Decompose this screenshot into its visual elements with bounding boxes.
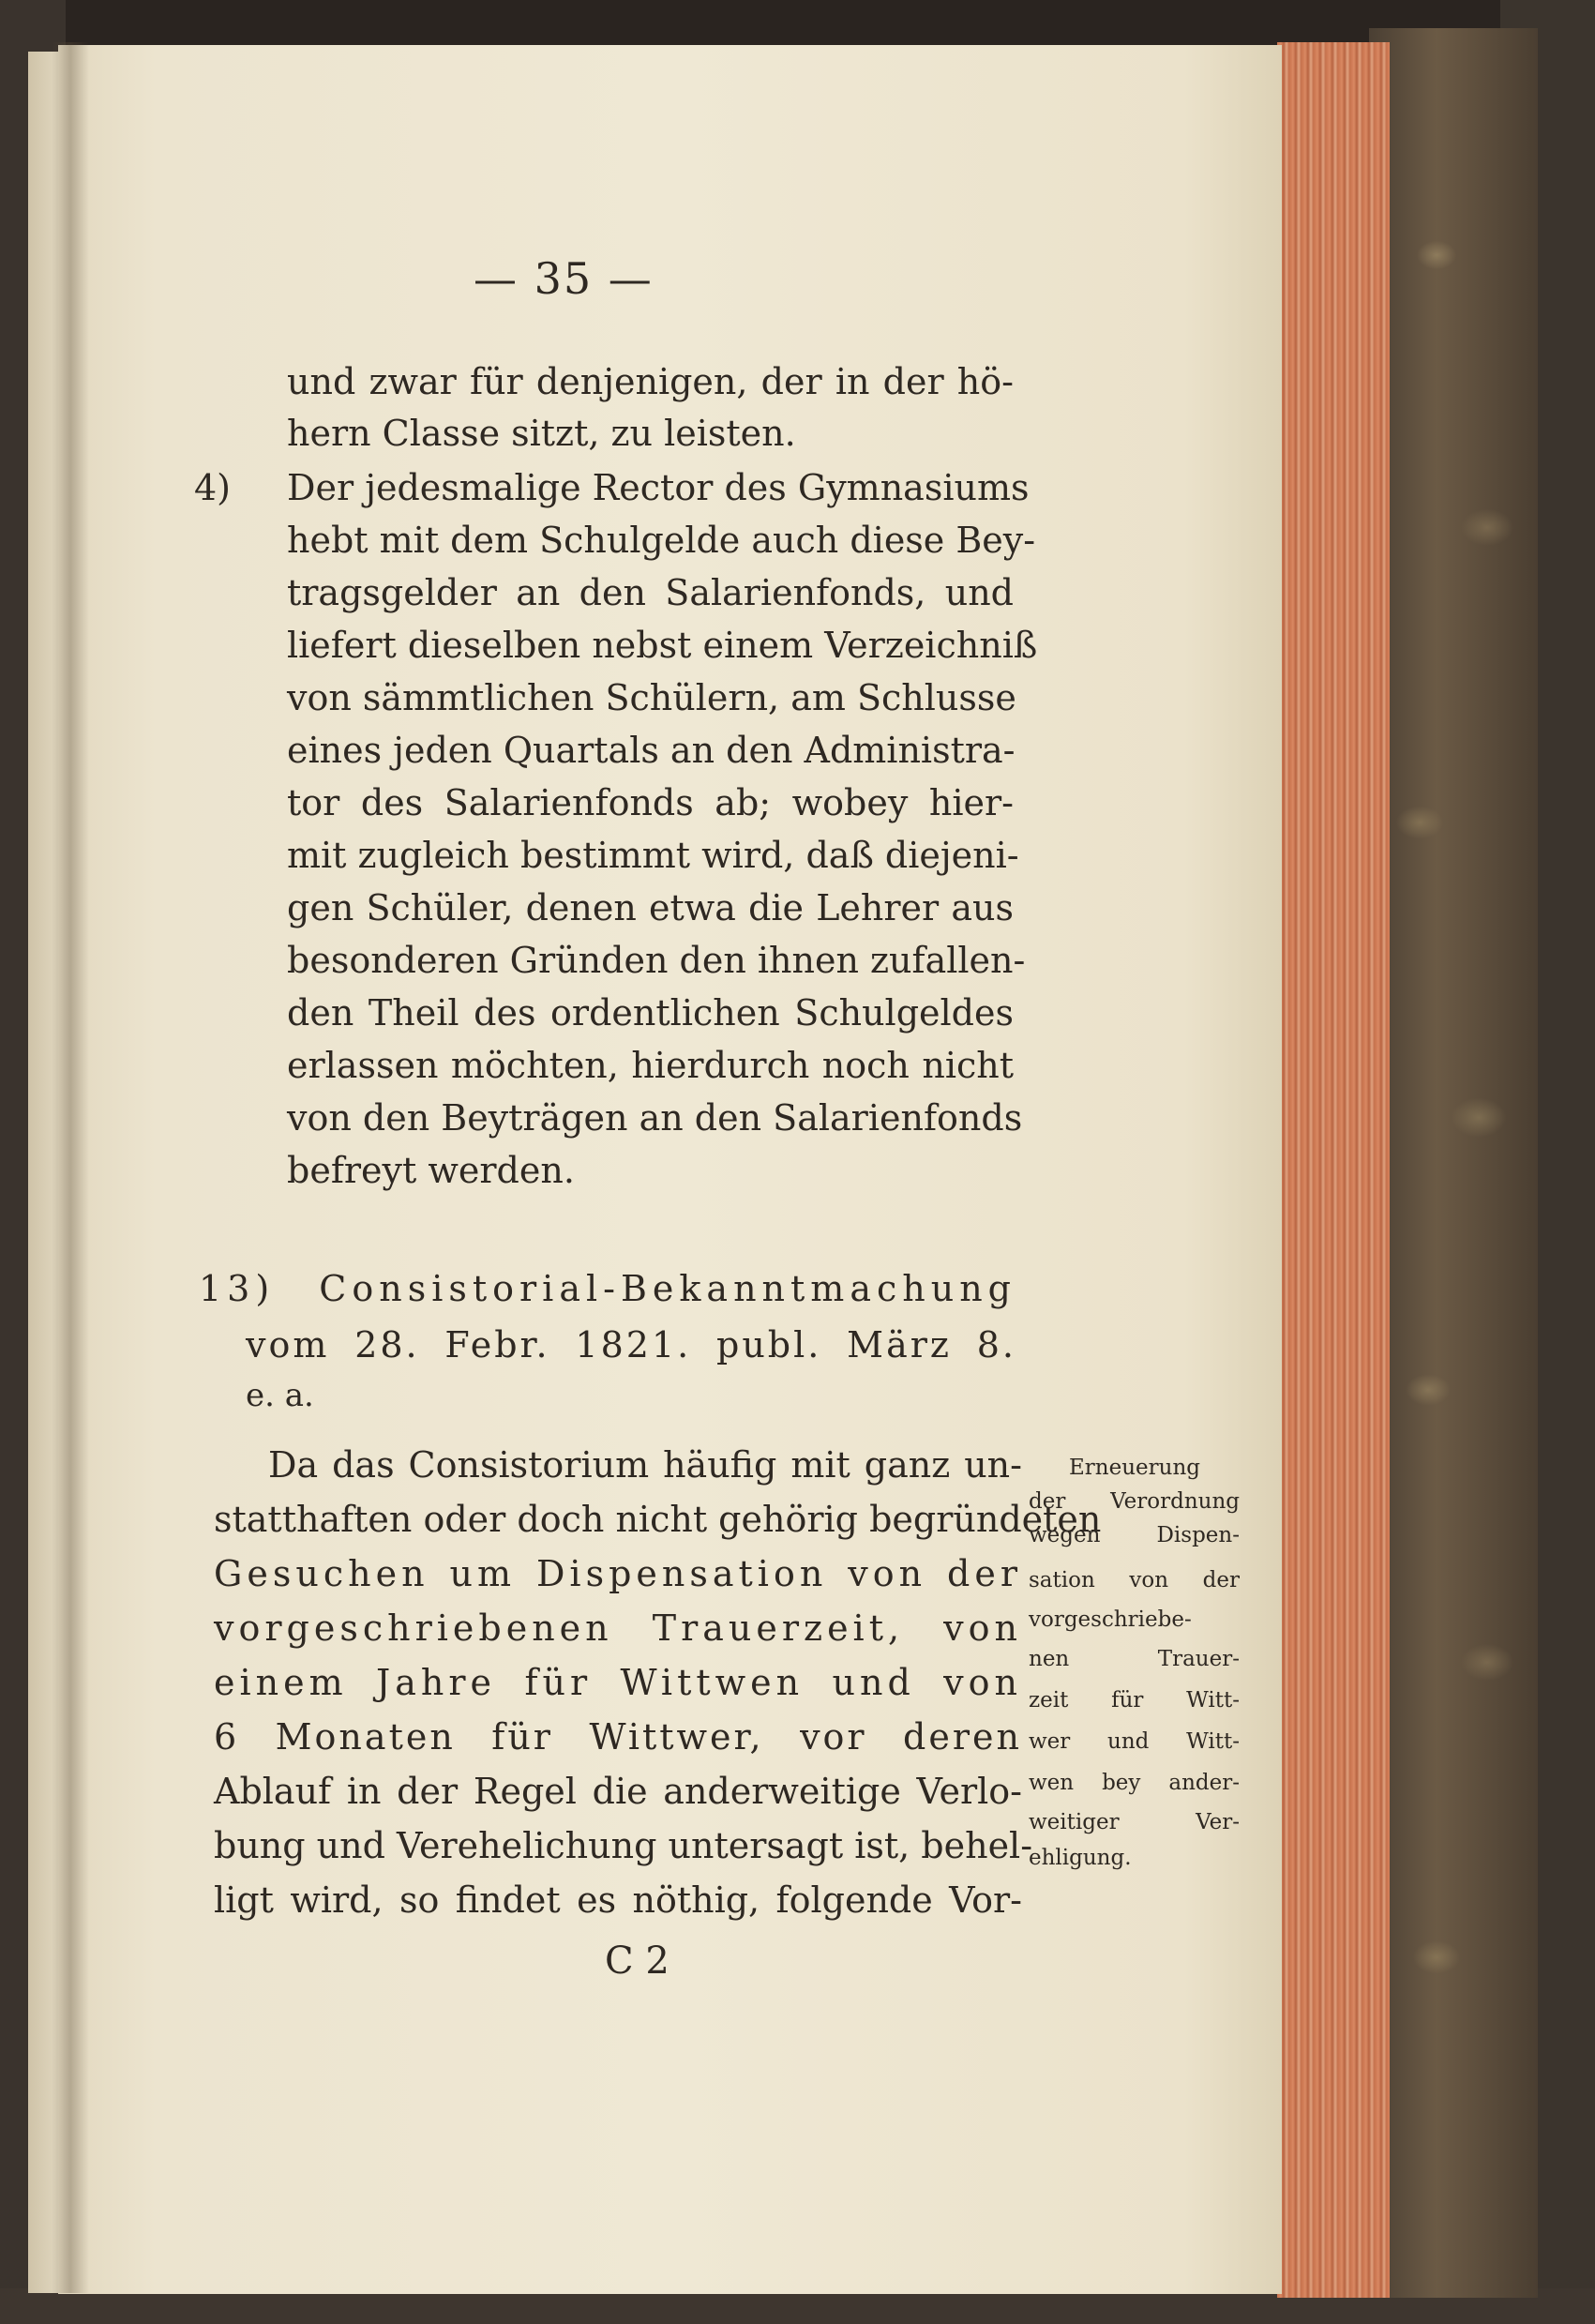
margin-note-line: wen bey ander- (1029, 1771, 1240, 1795)
text-line: Gesuchen um Dispensation von der (214, 1553, 1022, 1594)
text-line: Der jedesmalige Rector des Gymnasiums (287, 467, 1030, 508)
text-line: hern Classe sitzt, zu leisten. (287, 413, 796, 454)
margin-note-line: vorgeschriebe- (1029, 1607, 1192, 1632)
margin-note-line: wer und Witt- (1029, 1729, 1240, 1754)
text-line: und zwar für denjenigen, der in der hö- (287, 361, 1014, 402)
text-line: einem Jahre für Wittwen und von (214, 1662, 1022, 1703)
text-line: von den Beyträgen an den Salarienfonds (287, 1097, 1023, 1139)
binding-shadow (52, 42, 89, 2293)
item-marker: 4) (194, 467, 232, 508)
text-line: eines jeden Quartals an den Administra- (287, 730, 1016, 771)
text-line: von sämmtlichen Schülern, am Schlusse (287, 677, 1016, 718)
margin-note-line: der Verordnung (1029, 1489, 1240, 1514)
text-line: 6 Monaten für Wittwer, vor deren (214, 1716, 1022, 1758)
text-line: gen Schüler, denen etwa die Lehrer aus (287, 887, 1014, 928)
text-line: ligt wird, so findet es nöthig, folgende Vor- (214, 1879, 1022, 1921)
page-number: — 35 — (474, 253, 654, 304)
margin-note-line: weitiger Ver- (1029, 1810, 1240, 1834)
text-line: mit zugleich bestimmt wird, daß diejeni- (287, 835, 1019, 876)
page-edges (1277, 42, 1390, 2298)
margin-note-line: sation von der (1029, 1568, 1240, 1592)
margin-note-line: wegen Dispen- (1029, 1523, 1240, 1547)
text-line: liefert dieselben nebst einem Verzeichniß (287, 625, 1038, 666)
margin-note-line: Erneuerung (1069, 1456, 1200, 1480)
text-line: bung und Verehelichung untersagt ist, behel- (214, 1825, 1033, 1866)
signature-mark: C 2 (605, 1939, 670, 1983)
section-heading: e. a. (246, 1377, 314, 1414)
text-line: statthaften oder doch nicht gehörig begründeten (214, 1499, 1102, 1540)
margin-note-line: zeit für Witt- (1029, 1688, 1240, 1713)
section-heading: vom 28. Febr. 1821. publ. März 8. (246, 1324, 1016, 1366)
margin-note-line: nen Trauer- (1029, 1647, 1240, 1671)
marbled-cover (1369, 28, 1538, 2298)
text-line: besonderen Gründen den ihnen zufallen- (287, 940, 1026, 981)
text-line: hebt mit dem Schulgelde auch diese Bey- (287, 520, 1036, 561)
text-line: den Theil des ordentlichen Schulgeldes (287, 992, 1014, 1034)
text-line: tor des Salarienfonds ab; wobey hier- (287, 782, 1014, 823)
text-line: Da das Consistorium häufig mit ganz un- (268, 1444, 1022, 1486)
text-line: Ablauf in der Regel die anderweitige Verlo- (214, 1771, 1022, 1812)
text-line: vorgeschriebenen Trauerzeit, von (214, 1607, 1022, 1649)
text-line: erlassen möchten, hierdurch noch nicht (287, 1045, 1014, 1086)
margin-note-line: ehligung. (1029, 1846, 1132, 1870)
text-line: befreyt werden. (287, 1150, 575, 1191)
text-line: tragsgelder an den Salarienfonds, und (287, 572, 1014, 613)
section-heading: 13) Consistorial-Bekanntmachung (199, 1268, 1016, 1309)
